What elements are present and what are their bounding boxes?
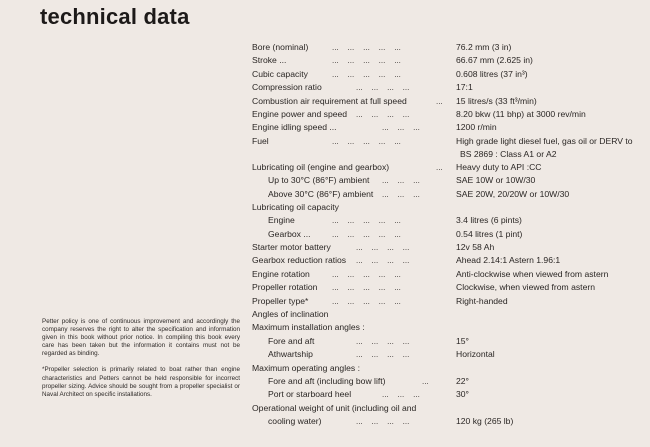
spec-row-weight <box>252 402 644 415</box>
spec-row-battery: Starter motor battery ... ... ... ... 12v 58 Ah <box>252 241 644 254</box>
spec-label: Starter motor battery <box>252 242 331 253</box>
spec-label: Lubricating oil (engine and gearbox) <box>252 161 390 172</box>
spec-value: SAE 20W, 20/20W or 10W/30 <box>456 188 570 199</box>
spec-row-lube-low: Up to 30°C (86°F) ambient ... ... ... SAE 10W or 10W/30 <box>252 174 644 187</box>
spec-label: Fuel <box>252 135 269 146</box>
spec-label: Angles of inclination <box>252 309 329 320</box>
page-title: technical data <box>40 4 190 29</box>
spec-label: Port or starboard heel <box>268 389 352 400</box>
spec-label: Bore (nominal) <box>252 42 309 52</box>
spec-label: cooling water) <box>268 416 322 427</box>
spec-label: Gearbox reduction ratios <box>252 255 347 266</box>
spec-value: 15° <box>456 335 469 346</box>
spec-value: Ahead 2.14:1 Astern 1.96:1 <box>456 255 561 266</box>
spec-value: Anti-clockwise when viewed from astern <box>456 268 609 279</box>
spec-label: Combustion air requirement at full speed <box>252 95 407 106</box>
spec-table <box>252 41 644 429</box>
spec-value: 0.54 litres (1 pint) <box>456 228 523 239</box>
spec-label: Engine rotation <box>252 268 310 279</box>
spec-row-install-angles <box>252 321 644 334</box>
spec-row-power: Engine power and speed ... ... ... ... 8.20 bkw (11 bhp) at 3000 rev/min <box>252 108 644 121</box>
spec-value: Clockwise, when viewed from astern <box>456 282 595 293</box>
spec-value: 15 litres/s (33 ft³/min) <box>456 95 537 106</box>
spec-label: Athwartship <box>268 349 313 360</box>
spec-row-gearbox-ratios: Gearbox reduction ratios ... ... ... ... Ahead 2.14:1 Astern 1.96:1 <box>252 254 644 267</box>
spec-row-propeller-rotation: Propeller rotation ... ... ... ... ... Clockwise, when viewed from astern <box>252 281 644 294</box>
spec-value: 3.4 litres (6 pints) <box>456 215 522 226</box>
spec-row-lube-high: Above 30°C (86°F) ambient ... ... ... SAE 20W, 20/20W or 10W/30 <box>252 188 644 201</box>
spec-value: 120 kg (265 lb) <box>456 416 514 427</box>
spec-row-angles <box>252 308 644 321</box>
spec-label: Engine idling speed ... <box>252 122 337 133</box>
spec-label: Gearbox ... <box>268 228 311 239</box>
spec-label: Fore and aft <box>268 335 315 346</box>
spec-label: Above 30°C (86°F) ambient <box>268 188 374 199</box>
spec-value: 30° <box>456 389 469 400</box>
spec-row-air: Combustion air requirement at full speed ... 15 litres/s (33 ft³/min) <box>252 95 644 108</box>
spec-label: Propeller rotation <box>252 282 318 293</box>
spec-row-propeller-type: Propeller type* ... ... ... ... ... Right-handed <box>252 295 644 308</box>
spec-row-athwartship: Athwartship ... ... ... ... Horizontal <box>252 348 644 361</box>
spec-label: Lubricating oil capacity <box>252 201 339 212</box>
spec-label: Stroke ... <box>252 55 287 66</box>
spec-value: 17:1 <box>456 82 473 93</box>
spec-row-idling: Engine idling speed ... ... ... ... 1200 r/min <box>252 121 644 134</box>
propeller-note: *Propeller selection is primarily related to boat rather than engine characteristics and Petters cannot be held responsible for incorrect propeller sizing. Advice should be sought from a propeller specialist or Naval Architect on specific installations. <box>42 366 240 398</box>
spec-label: Compression ratio <box>252 82 322 93</box>
spec-label: Cubic capacity <box>252 68 308 79</box>
spec-label: Maximum operating angles : <box>252 362 360 373</box>
spec-value: SAE 10W or 10W/30 <box>456 175 536 186</box>
spec-row-gearbox-oil: Gearbox ... ... ... ... ... ... 0.54 litres (1 pint) <box>252 228 644 241</box>
spec-value: Horizontal <box>456 349 495 360</box>
spec-row-compression: Compression ratio ... ... ... ... 17:1 <box>252 81 644 94</box>
spec-label: Up to 30°C (86°F) ambient <box>268 175 370 186</box>
spec-row-engine-oil: Engine ... ... ... ... ... 3.4 litres (6 pints) <box>252 214 644 227</box>
spec-value: 8.20 bkw (11 bhp) at 3000 rev/min <box>456 108 586 119</box>
spec-label: Engine <box>268 215 295 226</box>
spec-row-stroke: Stroke ... ... ... ... ... ... 66.67 mm (2.625 in) <box>252 54 644 67</box>
spec-value: 66.67 mm (2.625 in) <box>456 55 533 66</box>
spec-value: 12v 58 Ah <box>456 242 495 253</box>
spec-row-lube: Lubricating oil (engine and gearbox) ... Heavy duty to API :CC <box>252 161 644 174</box>
spec-value-continued: BS 2869 : Class A1 or A2 <box>460 149 557 160</box>
spec-row-operating-fore-aft: Fore and aft (including bow lift) ... 22° <box>252 375 644 388</box>
spec-label: Engine power and speed <box>252 108 348 119</box>
spec-row-engine-rotation: Engine rotation ... ... ... ... ... Anti-clockwise when viewed from astern <box>252 268 644 281</box>
spec-row-operating-angles <box>252 362 644 375</box>
notes <box>42 318 240 407</box>
policy-note: Petter policy is one of continuous improvement and accordingly the company reserves the right to alter the specification and information given in this book without prior notice. In compiling this book every care has been taken but the information it contains must not be regarded as binding. <box>42 318 240 358</box>
spec-value: Right-handed <box>456 295 508 306</box>
spec-row-heel: Port or starboard heel ... ... ... 30° <box>252 388 644 401</box>
spec-label: Propeller type* <box>252 295 309 306</box>
spec-value: 22° <box>456 375 469 386</box>
spec-row-install-fore-aft: Fore and aft ... ... ... ... 15° <box>252 335 644 348</box>
spec-value: 0.608 litres (37 in³) <box>456 68 528 79</box>
spec-row-capacity: Cubic capacity ... ... ... ... ... 0.608 litres (37 in³) <box>252 68 644 81</box>
spec-value: 1200 r/min <box>456 122 497 133</box>
spec-row-oil-capacity <box>252 201 644 214</box>
spec-value: 76.2 mm (3 in) <box>456 42 512 52</box>
spec-row-fuel: Fuel ... ... ... ... ... High grade light diesel fuel, gas oil or DERV to BS 2869 : Class A1 or A2 <box>252 135 644 161</box>
spec-value: Heavy duty to API :CC <box>456 161 542 172</box>
spec-label: Fore and aft (including bow lift) <box>268 375 386 386</box>
spec-row-bore: Bore (nominal) ... ... ... ... ... 76.2 mm (3 in) <box>252 41 644 54</box>
spec-label: Operational weight of unit (including oil and <box>252 402 417 413</box>
spec-value: High grade light diesel fuel, gas oil or DERV to <box>456 135 633 146</box>
spec-row-weight-cont: cooling water) ... ... ... ... 120 kg (265 lb) <box>252 415 644 428</box>
spec-label: Maximum installation angles : <box>252 322 365 333</box>
